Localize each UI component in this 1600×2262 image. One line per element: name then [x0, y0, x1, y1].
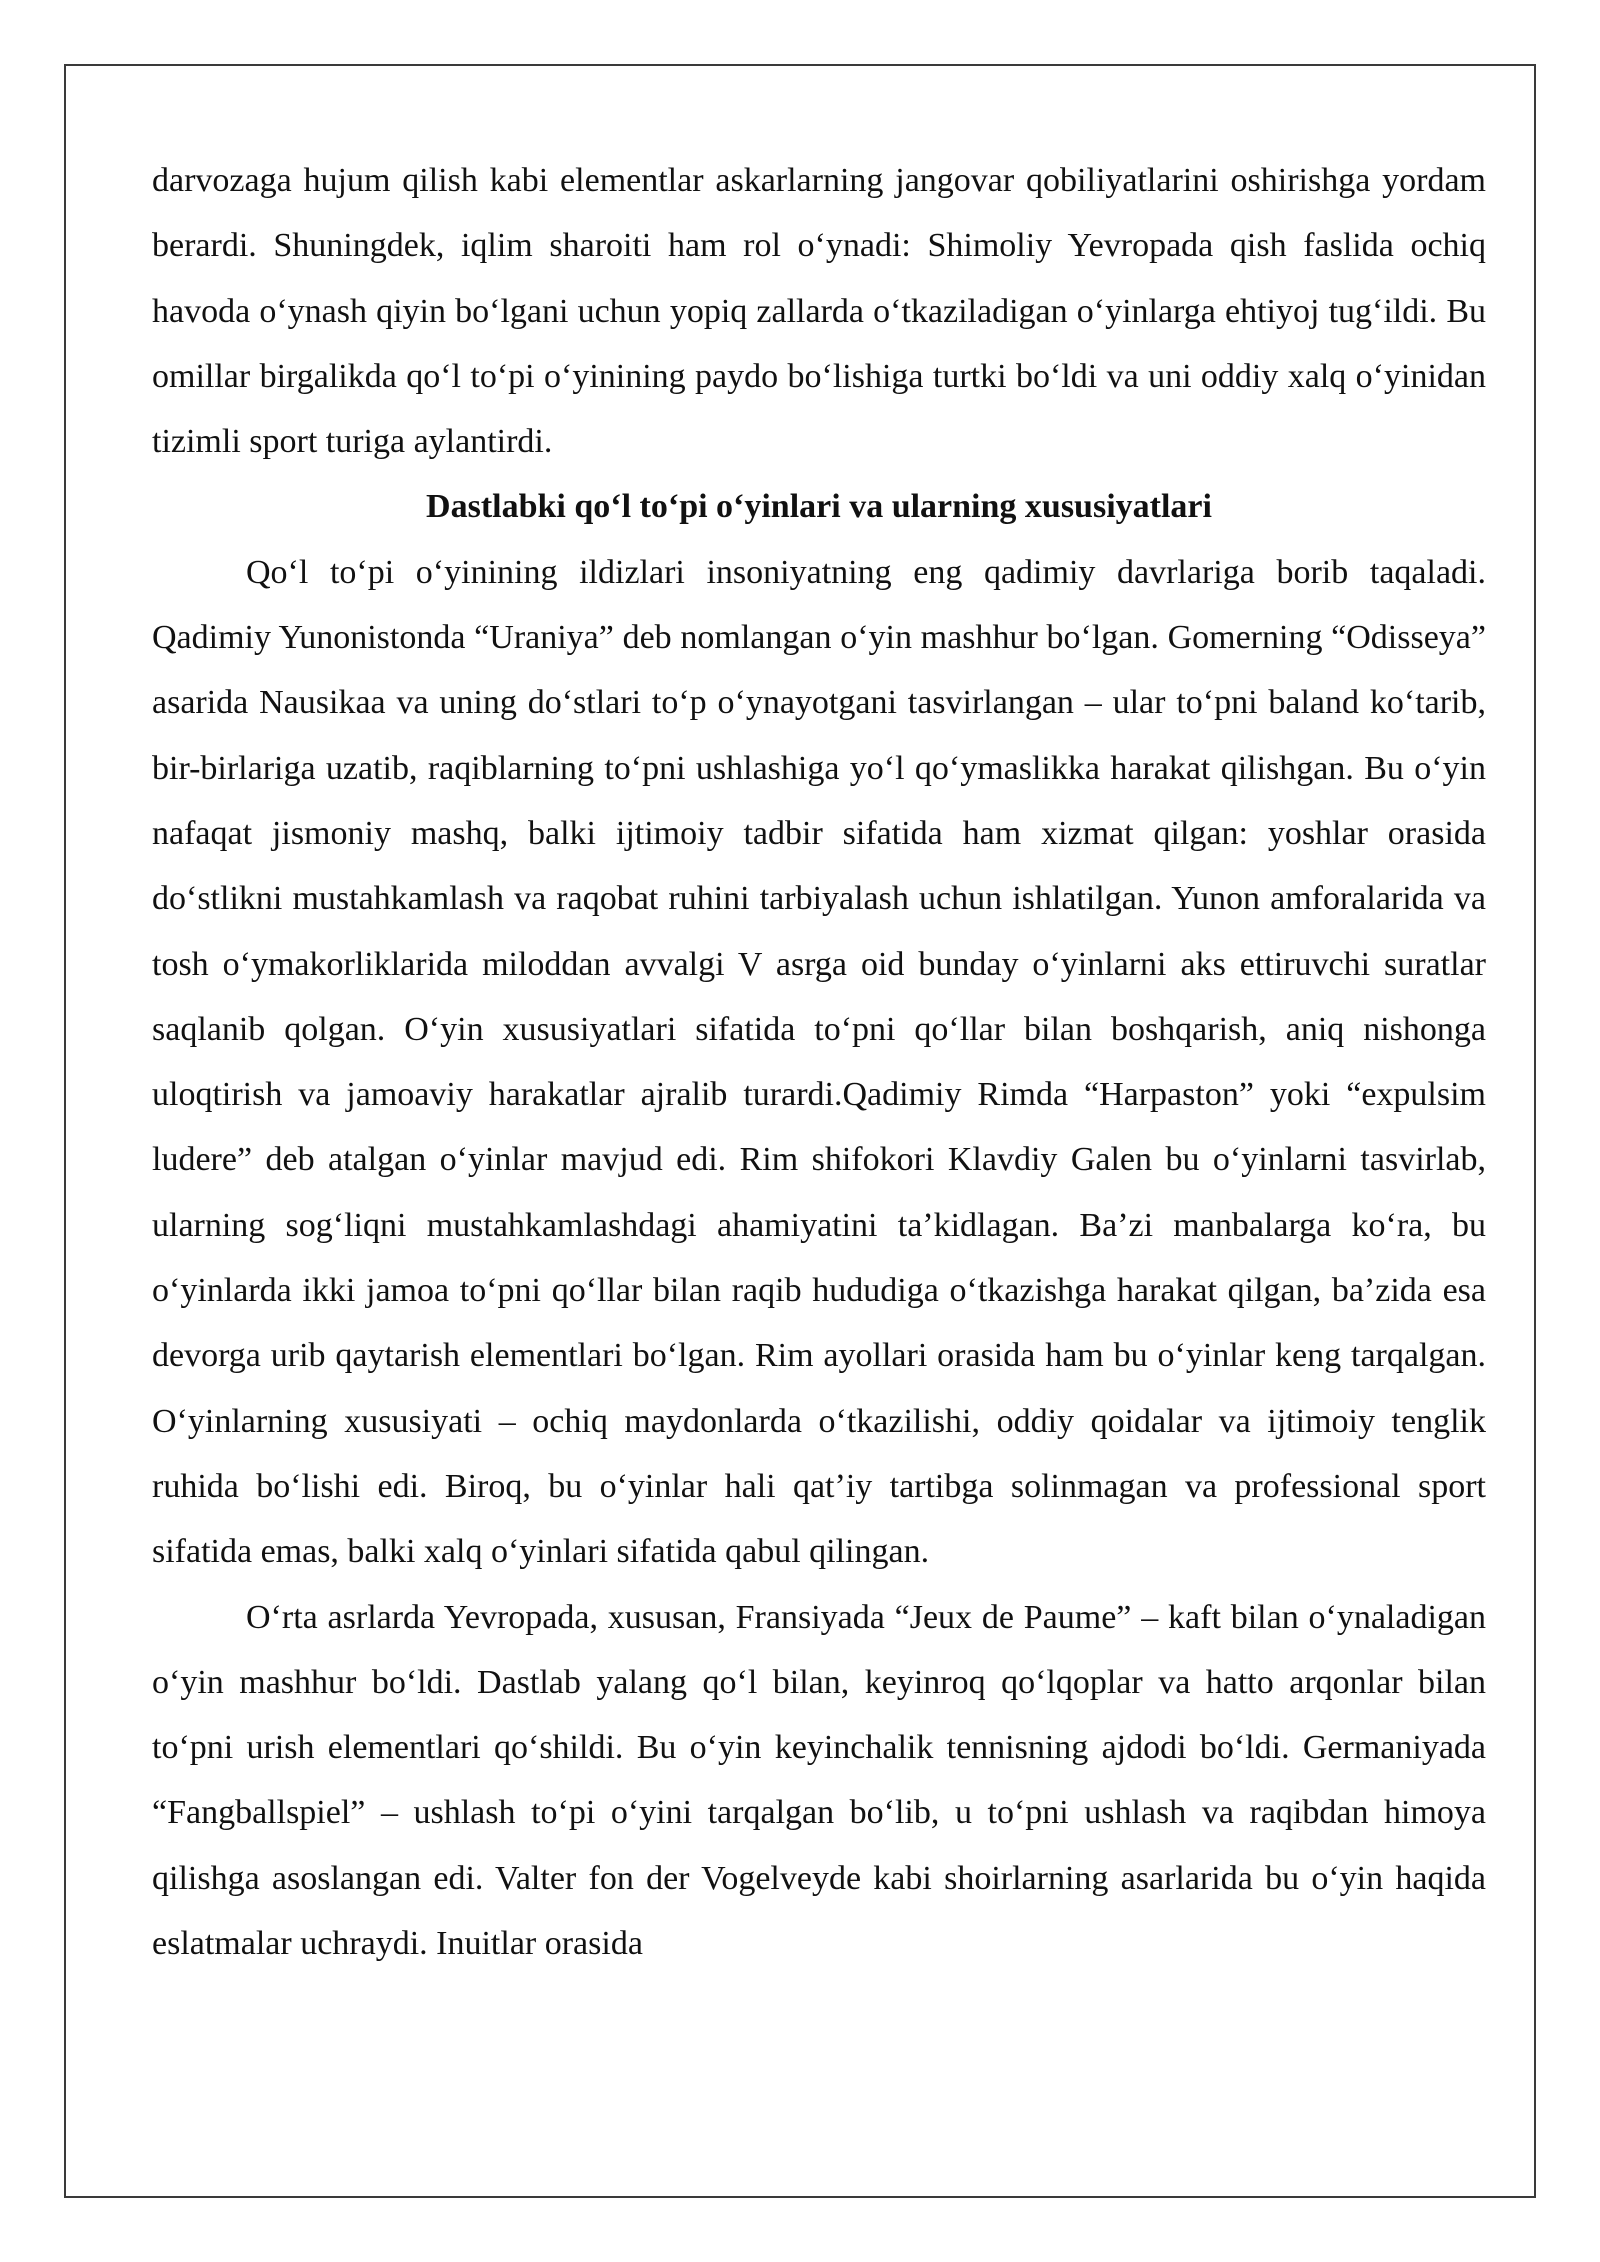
section-heading: Dastlabki qoʻl toʻpi oʻyinlari va ularning xususiyatlari [426, 488, 1212, 526]
paragraph-middle-ages: Oʻrta asrlarda Yevropada, xususan, Fransiyada “Jeux de Paume” – kaft bilan oʻynaladigan oʻyin mashhur boʻldi. Dastlab yalang qoʻl bilan, keyinroq qoʻlqoplar va hatto arqonlar bilan toʻpni urish elementlari qoʻshildi. Bu oʻyin keyinchalik tennisning ajdodi boʻldi. Germaniyada “Fangballspiel” – ushlash toʻpi oʻyini tarqalgan boʻlib, u toʻpni ushlash va raqibdan himoya qilishga asoslangan edi. Valter fon der Vogelveyde kabi shoirlarning asarlarida bu oʻyin haqida eslatmalar uchraydi. Inuitlar orasida [152, 1598, 1486, 1963]
paragraph-ancient-games: Qoʻl toʻpi oʻyinining ildizlari insoniyatning eng qadimiy davrlariga borib taqaladi. Qadimiy Yunonistonda “Uraniya” deb nomlangan oʻyin mashhur boʻlgan. Gomerning “Odisseya” asarida Nausikaa va uning doʻstlari toʻp oʻynayotgani tasvirlangan – ular toʻpni baland koʻtarib, bir-birlariga uzatib, raqiblarning toʻpni ushlashiga yoʻl qoʻymaslikka harakat qilishgan. Bu oʻyin nafaqat jismoniy mashq, balki ijtimoiy tadbir sifatida ham xizmat qilgan: yoshlar orasida doʻstlikni mustahkamlash va raqobat ruhini tarbiyalash uchun ishlatilgan. Yunon amforalarida va tosh oʻymakorliklarida miloddan avvalgi V asrga oid bunday oʻyinlarni aks ettiruvchi suratlar saqlanib qolgan. Oʻyin xususiyatlari sifatida toʻpni qoʻllar bilan boshqarish, aniq nishonga uloqtirish va jamoaviy harakatlar ajralib turardi.Qadimiy Rimda “Harpaston” yoki “expulsim ludere” deb atalgan oʻyinlar mavjud edi. Rim shifokori Klavdiy Galen bu oʻyinlarni tasvirlab, ularning sogʻliqni mustahkamlashdagi ahamiyatini taʼkidlagan. Baʼzi manbalarga koʻra, bu oʻyinlarda ikki jamoa toʻpni qoʻllar bilan raqib hududiga oʻtkazishga harakat qilgan, baʼzida esa devorga urib qaytarish elementlari boʻlgan. Rim ayollari orasida ham bu oʻyinlar keng tarqalgan. Oʻyinlarning xususiyati – ochiq maydonlarda oʻtkazilishi, oddiy qoidalar va ijtimoiy tenglik ruhida boʻlishi edi. Biroq, bu oʻyinlar hali qatʼiy tartibga solinmagan va professional sport sifatida emas, balki xalq oʻyinlari sifatida qabul qilingan. [152, 553, 1486, 1571]
paragraph-intro-continuation: darvozaga hujum qilish kabi elementlar askarlarning jangovar qobiliyatlarini oshirishga yordam berardi. Shuningdek, iqlim sharoiti ham rol oʻynadi: Shimoliy Yevropada qish faslida ochiq havoda oʻynash qiyin boʻlgani uchun yopiq zallarda oʻtkaziladigan oʻyinlarga ehtiyoj tugʻildi. Bu omillar birgalikda qoʻl toʻpi oʻyinining paydo boʻlishiga turtki boʻldi va uni oddiy xalq oʻyinidan tizimli sport turiga aylantirdi. [152, 162, 1486, 461]
document-body [152, 148, 1486, 1976]
